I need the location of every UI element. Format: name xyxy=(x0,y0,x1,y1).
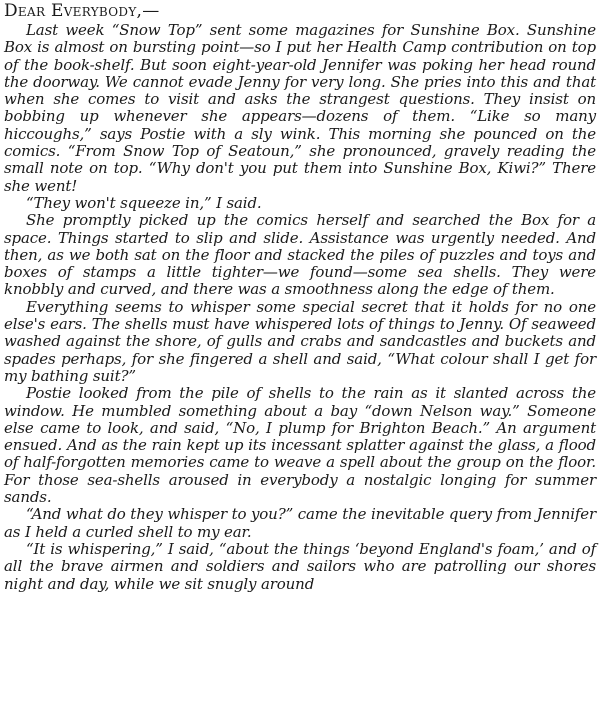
letter-paragraph-5: Postie looked from the pile of shells to the rain as it slanted across the window. He mumbled something about a bay “down Nelson way.” Someone else came to look, and said, “No, I plump for Brighton Beach.” An argument ensued. And as the rain kept up its incessant splatter against the glass, a flood of half-forgotten memories came to weave a spell about the group on the floor. For those sea-shells aroused in everybody a nostalgic longing for summer sands. xyxy=(4,384,596,507)
letter-paragraph-4: Everything seems to whisper some special secret that it holds for no one else's ears. The shells must have whispered lots of things to Jenny. Of seaweed washed against the shore, of gulls and crabs and sandcastles and buckets and spades perhaps, for she fingered a shell and said, “What colour shall I get for my bathing suit?” xyxy=(4,297,596,385)
letter-paragraph-7: “It is whispering,” I said, “about the things ‘beyond England's foam,’ and of all the brave airmen and soldiers and sailors who are patrolling our shores night and day, while we sit snugly around xyxy=(4,539,596,593)
letter-paragraph-1: Last week “Snow Top” sent some magazines for Sunshine Box. Sunshine Box is almost on bursting point—so I put her Health Camp contribution on top of the book-shelf. But soon eight-year-old Jennifer was poking her head round the doorway. We cannot evade Jenny for very long. She pries into this and that when she comes to visit and asks the strangest questions. They insist on bobbing up whenever she appears—dozens of them. “Like so many hiccoughs,” says Postie with a sly wink. This morning she pounced on the comics. “From Snow Top of Seatoun,” she pronounced, gravely reading the small note on top. “Why don't you put them into Sunshine Box, Kiwi?” There she went! xyxy=(4,21,596,195)
letter-paragraph-2: “They won't squeeze in,” I said. xyxy=(26,193,262,212)
letter-paragraph-6: “And what do they whisper to you?” came the inevitable query from Jennifer as I held a curled shell to my ear. xyxy=(4,505,596,541)
letter-column xyxy=(4,0,596,593)
letter-paragraph-3: She promptly picked up the comics herself and searched the Box for a space. Things started to slip and slide. Assistance was urgently needed. And then, as we both sat on the floor and stacked the piles of puzzles and toys and boxes of stamps a little tighter—we found—some sea shells. They were knobbly and curved, and there was a smoothness along the edge of them. xyxy=(4,211,596,299)
letter-salutation: Dear Everybody,— xyxy=(4,1,160,21)
